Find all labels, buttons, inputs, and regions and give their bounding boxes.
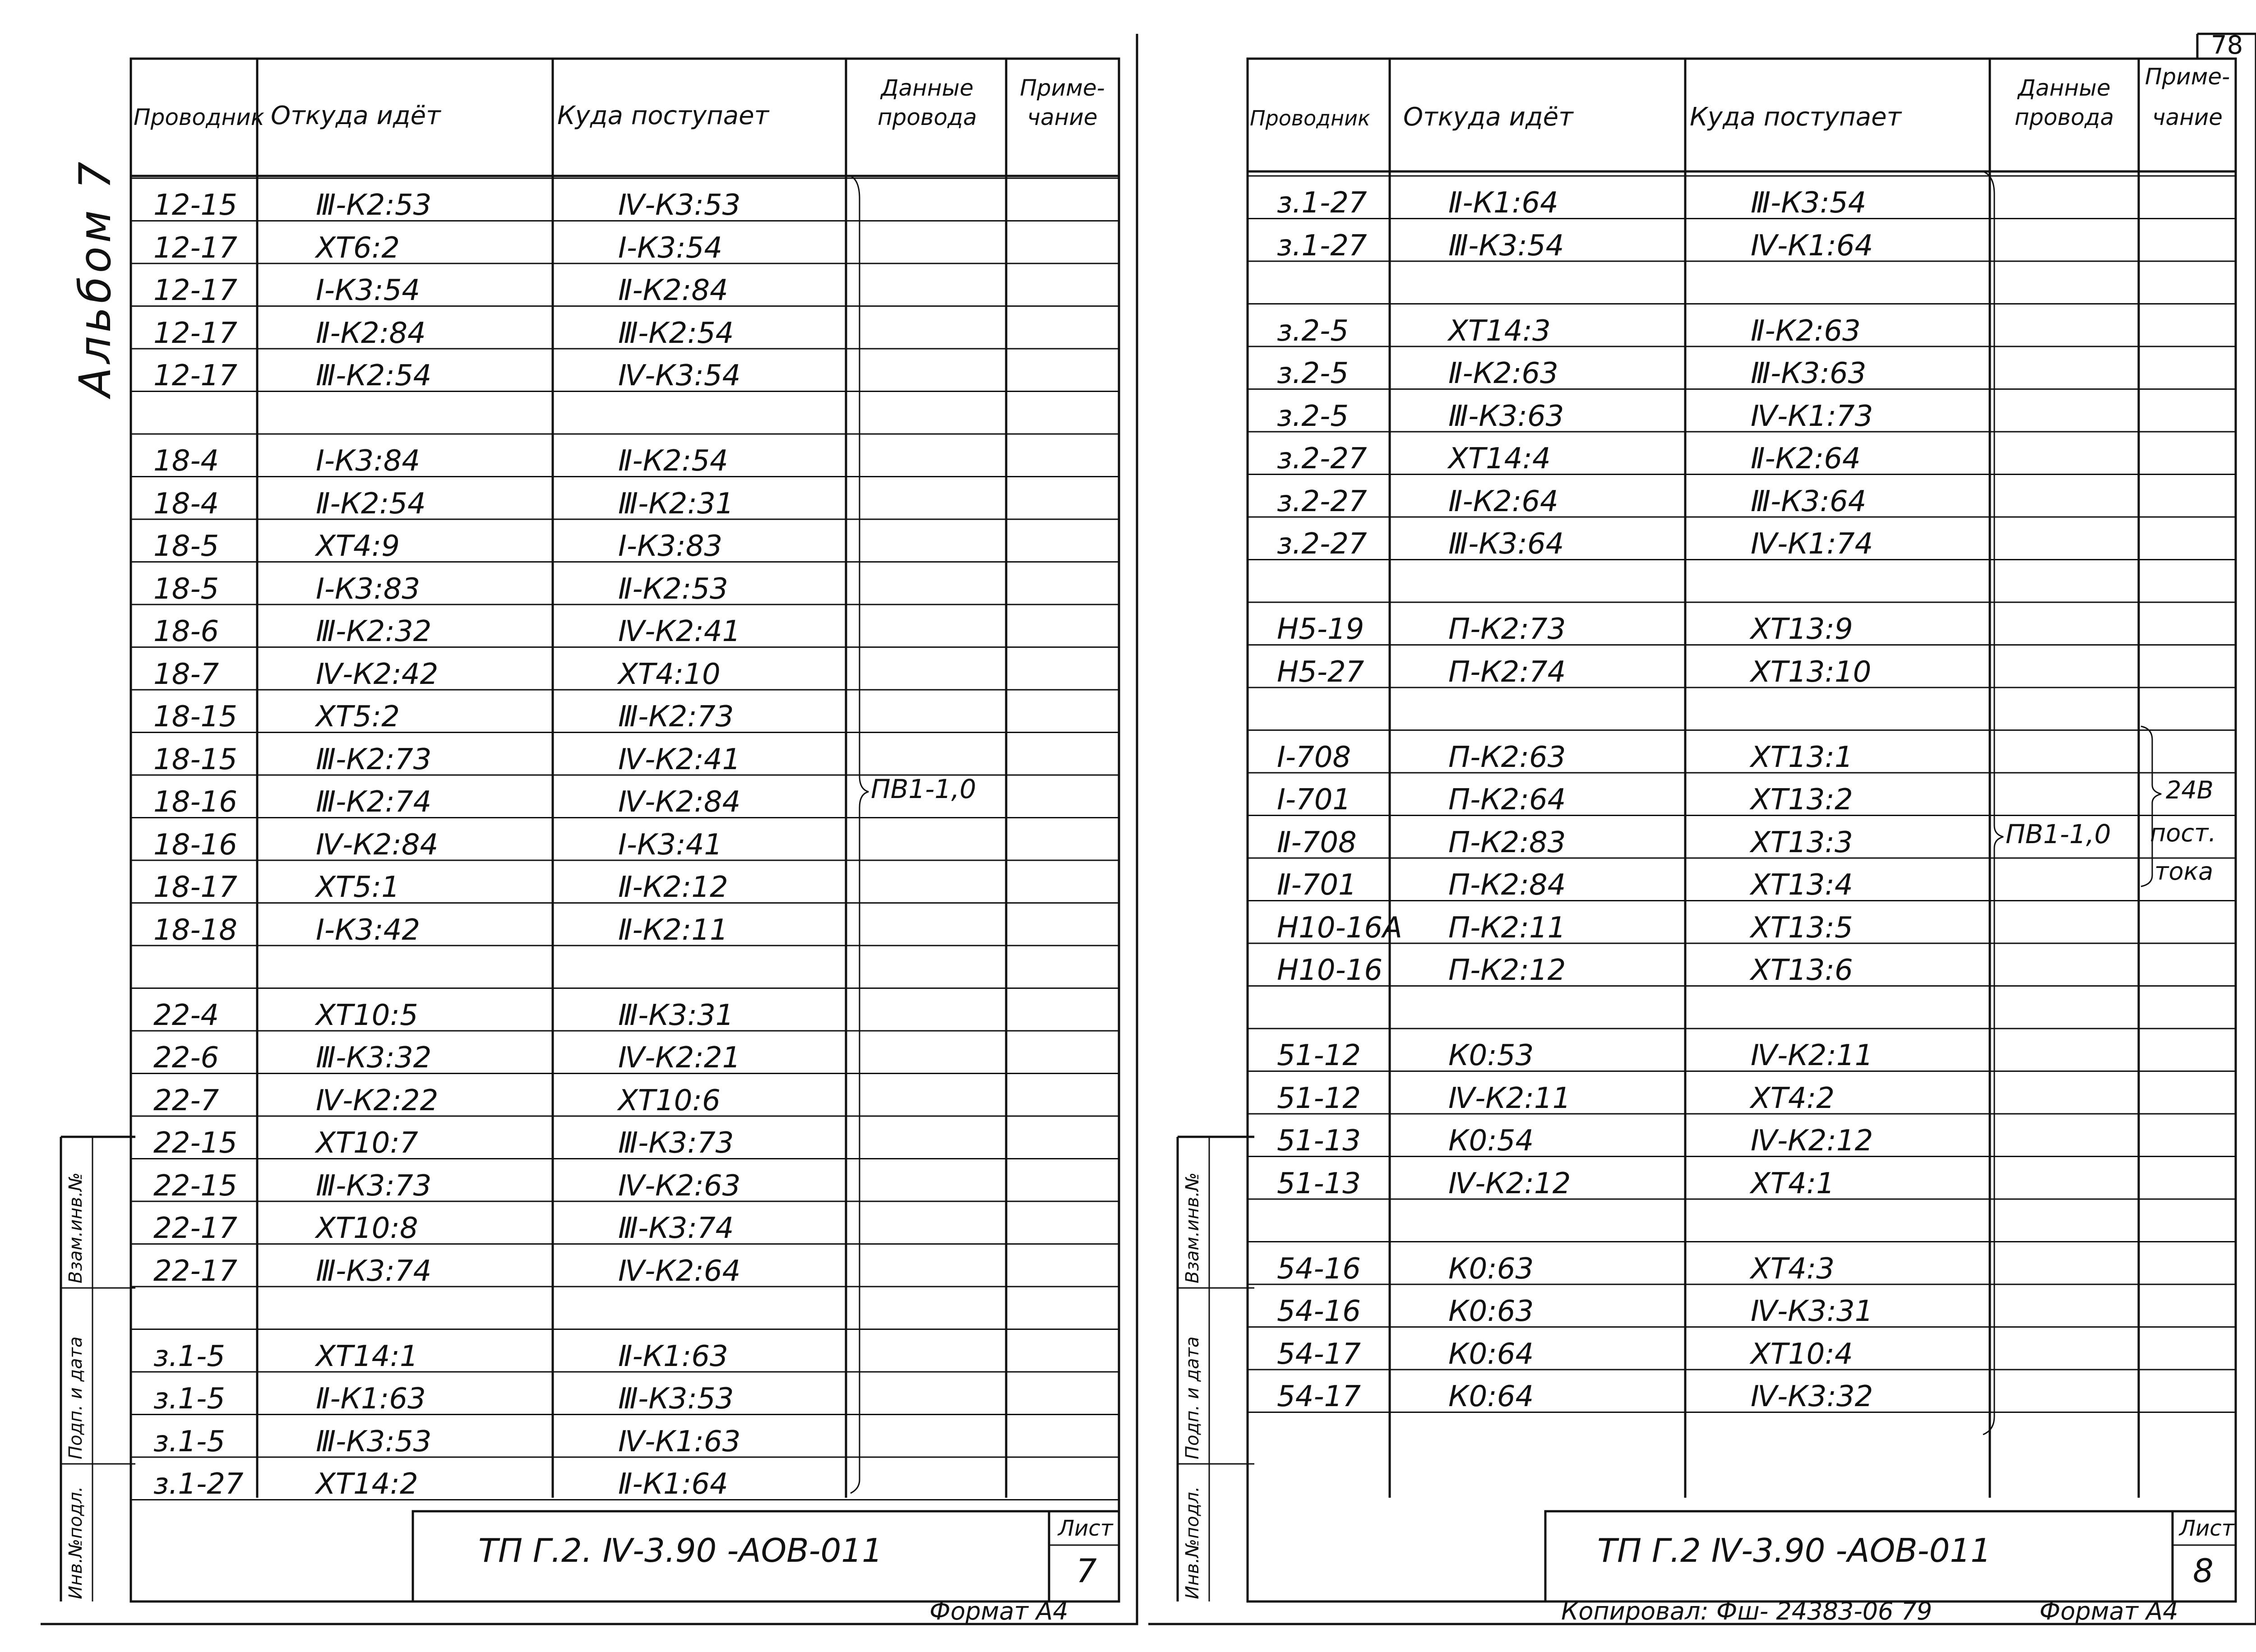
right-row-from: Ⅱ-К1:64 <box>1448 186 1558 220</box>
right-row-conductor: з.2-5 <box>1277 314 1349 348</box>
right-row-from: ХТ14:4 <box>1448 442 1551 475</box>
right-row-to: Ⅳ-К1:74 <box>1751 527 1873 561</box>
right-row-conductor: 54-16 <box>1277 1295 1361 1328</box>
left-row-to: Ⅳ-К2:41 <box>618 743 741 776</box>
right-row-from: К0:64 <box>1448 1380 1534 1413</box>
left-row-to: Ⅰ-К3:54 <box>618 231 723 265</box>
right-side-inv-label: Инв.№подл. <box>1182 1486 1203 1599</box>
right-row-to: ХТ13:5 <box>1751 911 1853 945</box>
right-row-from: К0:63 <box>1448 1295 1534 1328</box>
left-side-replace-label: Взам.инв.№ <box>65 1172 86 1283</box>
left-row-conductor: 18-7 <box>153 657 219 691</box>
left-row-from: ХТ14:2 <box>316 1467 418 1501</box>
right-row-to: Ⅲ-К3:64 <box>1751 485 1867 518</box>
right-row-from: К0:54 <box>1448 1124 1534 1158</box>
right-row-to: ХТ13:9 <box>1751 613 1853 646</box>
left-sheet-number: 7 <box>1076 1552 1097 1590</box>
right-row-from: П-К2:11 <box>1448 911 1566 945</box>
left-row-conductor: 22-15 <box>153 1169 237 1203</box>
right-row-from: П-К2:64 <box>1448 783 1566 817</box>
right-row-to: Ⅳ-К3:31 <box>1751 1295 1873 1328</box>
left-row-to: Ⅱ-К2:54 <box>618 444 728 478</box>
left-row-from: ХТ10:5 <box>316 998 418 1032</box>
right-row-from: Ⅲ-К3:63 <box>1448 399 1564 433</box>
left-row-to: Ⅲ-К2:31 <box>618 487 734 521</box>
left-row-from: ХТ5:1 <box>316 871 400 904</box>
left-row-conductor: 18-6 <box>153 615 219 648</box>
right-row-conductor: 51-13 <box>1277 1124 1361 1158</box>
left-row-from: ХТ10:8 <box>316 1212 418 1245</box>
right-row-conductor: 54-17 <box>1277 1337 1361 1371</box>
right-row-conductor: Н5-27 <box>1277 655 1364 689</box>
right-row-from: К0:63 <box>1448 1252 1534 1286</box>
right-row-conductor: з.2-27 <box>1277 485 1367 518</box>
right-header-from: Откуда идёт <box>1403 102 1573 132</box>
left-row-to: ХТ10:6 <box>618 1084 721 1117</box>
right-row-to: Ⅲ-К3:63 <box>1751 357 1867 390</box>
left-row-from: Ⅳ-К2:42 <box>316 657 439 691</box>
right-row-to: ХТ4:3 <box>1751 1252 1835 1286</box>
left-row-from: Ⅳ-К2:22 <box>316 1084 439 1117</box>
left-side-sign-label: Подп. и дата <box>65 1336 86 1459</box>
right-side-sign-label: Подп. и дата <box>1182 1336 1203 1459</box>
right-row-from: Ⅲ-К3:54 <box>1448 229 1564 263</box>
right-row-conductor: 54-16 <box>1277 1252 1361 1286</box>
left-row-to: Ⅱ-К2:84 <box>618 274 728 307</box>
right-row-to: Ⅳ-К2:11 <box>1751 1039 1873 1072</box>
right-sheet-number: 8 <box>2193 1552 2214 1590</box>
left-row-to: Ⅳ-К2:41 <box>618 615 741 648</box>
right-row-from: П-К2:73 <box>1448 613 1566 646</box>
right-note-line-1: 24В <box>2166 776 2214 804</box>
right-row-from: П-К2:83 <box>1448 826 1566 859</box>
left-format: Формат А4 <box>929 1597 1068 1625</box>
right-format: Формат А4 <box>2039 1597 2178 1625</box>
left-row-from: Ⅲ-К3:32 <box>316 1041 432 1075</box>
left-row-conductor: 22-17 <box>153 1254 237 1288</box>
left-header-wire-1: Данные <box>881 75 974 101</box>
left-row-to: Ⅲ-К3:74 <box>618 1212 734 1245</box>
left-row-conductor: 12-17 <box>153 231 237 265</box>
right-note-line-2: пост. <box>2150 819 2216 847</box>
left-row-conductor: 18-4 <box>153 487 219 521</box>
left-row-conductor: 12-17 <box>153 316 237 350</box>
left-row-to: Ⅱ-К2:12 <box>618 871 728 904</box>
left-row-from: ХТ14:1 <box>316 1339 418 1373</box>
left-row-to: Ⅱ-К2:11 <box>618 913 728 947</box>
page-number: 78 <box>2211 31 2243 60</box>
right-header-wire-1: Данные <box>2018 75 2111 101</box>
right-row-to: ХТ4:1 <box>1751 1167 1835 1200</box>
right-row-to: ХТ10:4 <box>1751 1337 1853 1371</box>
right-row-conductor: Ⅰ-701 <box>1277 783 1351 817</box>
left-row-from: Ⅰ-К3:42 <box>316 913 421 947</box>
left-row-to: Ⅰ-К3:83 <box>618 530 723 563</box>
right-sheet-label: Лист <box>2179 1516 2234 1541</box>
right-row-conductor: Н10-16 <box>1277 954 1383 987</box>
right-row-from: Ⅱ-К2:64 <box>1448 485 1558 518</box>
left-row-to: Ⅳ-К2:21 <box>618 1041 741 1075</box>
right-row-from: П-К2:63 <box>1448 740 1566 774</box>
right-row-conductor: з.2-27 <box>1277 527 1367 561</box>
right-copied-by: Копировал: Фш- 24383-06 79 <box>1561 1597 1932 1625</box>
left-row-conductor: з.1-5 <box>153 1425 225 1458</box>
left-row-conductor: 18-15 <box>153 743 237 776</box>
right-row-from: Ⅲ-К3:64 <box>1448 527 1564 561</box>
right-row-to: ХТ13:10 <box>1751 655 1872 689</box>
left-row-from: Ⅲ-К3:53 <box>316 1425 432 1458</box>
left-row-to: Ⅲ-К2:54 <box>618 316 734 350</box>
left-row-from: ХТ4:9 <box>316 530 400 563</box>
right-row-conductor: 51-12 <box>1277 1081 1361 1115</box>
left-row-from: ХТ10:7 <box>316 1126 418 1160</box>
left-row-to: Ⅰ-К3:41 <box>618 828 723 862</box>
album-label: Альбом 7 <box>70 158 120 397</box>
right-row-conductor: Ⅰ-708 <box>1277 740 1351 774</box>
right-row-to: ХТ13:6 <box>1751 954 1853 987</box>
right-stamp-code: ТП Г.2 Ⅳ-3.90 -АОВ-011 <box>1597 1532 1992 1569</box>
left-wire-data: ПВ1-1,0 <box>871 774 976 804</box>
right-row-from: П-К2:12 <box>1448 954 1566 987</box>
right-row-from: К0:53 <box>1448 1039 1534 1072</box>
left-row-conductor: з.1-5 <box>153 1382 225 1416</box>
left-row-conductor: 18-18 <box>153 913 237 947</box>
right-row-from: Ⅳ-К2:12 <box>1448 1167 1571 1200</box>
left-row-to: Ⅳ-К2:63 <box>618 1169 741 1203</box>
right-row-conductor: з.2-27 <box>1277 442 1367 475</box>
left-row-from: Ⅲ-К3:73 <box>316 1169 432 1203</box>
right-row-to: Ⅳ-К1:73 <box>1751 399 1873 433</box>
left-row-to: Ⅳ-К1:63 <box>618 1425 741 1458</box>
right-header-note-2: чание <box>2152 104 2223 130</box>
right-row-from: ХТ14:3 <box>1448 314 1551 348</box>
left-row-from: Ⅳ-К2:84 <box>316 828 439 862</box>
left-header-note-1: Приме- <box>1020 75 1105 101</box>
left-row-conductor: 22-17 <box>153 1212 237 1245</box>
left-row-conductor: 22-7 <box>153 1084 219 1117</box>
left-row-conductor: 18-15 <box>153 700 237 734</box>
right-row-to: ХТ13:1 <box>1751 740 1853 774</box>
left-row-to: ХТ4:10 <box>618 657 721 691</box>
left-row-from: Ⅲ-К3:74 <box>316 1254 432 1288</box>
left-header-wire-2: провода <box>877 104 977 130</box>
left-row-conductor: 22-15 <box>153 1126 237 1160</box>
right-row-to: Ⅱ-К2:63 <box>1751 314 1861 348</box>
left-row-conductor: 12-17 <box>153 274 237 307</box>
left-row-conductor: 18-4 <box>153 444 219 478</box>
left-row-from: Ⅲ-К2:54 <box>316 359 432 392</box>
left-row-from: Ⅲ-К2:32 <box>316 615 432 648</box>
right-row-conductor: з.2-5 <box>1277 357 1349 390</box>
left-row-from: Ⅲ-К2:53 <box>316 189 432 222</box>
right-row-to: Ⅲ-К3:54 <box>1751 186 1867 220</box>
right-row-to: ХТ4:2 <box>1751 1081 1835 1115</box>
left-row-to: Ⅲ-К2:73 <box>618 700 734 734</box>
right-row-from: Ⅳ-К2:11 <box>1448 1081 1571 1115</box>
left-row-from: Ⅱ-К2:54 <box>316 487 426 521</box>
left-row-conductor: з.1-27 <box>153 1467 244 1501</box>
left-row-conductor: 18-16 <box>153 828 237 862</box>
right-row-conductor: з.1-27 <box>1277 186 1367 220</box>
right-row-from: П-К2:74 <box>1448 655 1566 689</box>
left-row-conductor: з.1-5 <box>153 1339 225 1373</box>
left-row-from: Ⅲ-К2:73 <box>316 743 432 776</box>
left-row-to: Ⅱ-К1:63 <box>618 1339 728 1373</box>
left-row-to: Ⅱ-К2:53 <box>618 572 728 606</box>
right-row-to: ХТ13:3 <box>1751 826 1853 859</box>
left-row-to: Ⅳ-К2:84 <box>618 785 741 819</box>
left-row-conductor: 18-17 <box>153 871 237 904</box>
right-row-conductor: Ⅱ-701 <box>1277 868 1357 902</box>
left-row-to: Ⅳ-К2:64 <box>618 1254 741 1288</box>
right-row-conductor: Н10-16А <box>1277 911 1402 945</box>
left-row-from: Ⅱ-К1:63 <box>316 1382 426 1416</box>
right-row-from: К0:64 <box>1448 1337 1534 1371</box>
right-header-wire-2: провода <box>2014 104 2114 130</box>
right-row-conductor: Н5-19 <box>1277 613 1364 646</box>
right-row-to: ХТ13:2 <box>1751 783 1853 817</box>
right-row-to: Ⅳ-К2:12 <box>1751 1124 1873 1158</box>
right-side-replace-label: Взам.инв.№ <box>1182 1172 1203 1283</box>
left-row-from: Ⅲ-К2:74 <box>316 785 432 819</box>
left-row-to: Ⅳ-К3:53 <box>618 189 741 222</box>
left-row-from: Ⅰ-К3:83 <box>316 572 421 606</box>
right-row-conductor: з.1-27 <box>1277 229 1367 263</box>
left-header-conductor: Проводник <box>134 104 264 130</box>
left-row-conductor: 12-17 <box>153 359 237 392</box>
right-header-conductor: Проводник <box>1250 106 1370 130</box>
left-stamp-code: ТП Г.2. Ⅳ-3.90 -АОВ-011 <box>478 1532 883 1569</box>
left-row-to: Ⅲ-К3:73 <box>618 1126 734 1160</box>
right-row-to: ХТ13:4 <box>1751 868 1853 902</box>
left-row-conductor: 22-6 <box>153 1041 219 1075</box>
left-row-conductor: 12-15 <box>153 189 237 222</box>
left-row-from: Ⅰ-К3:84 <box>316 444 421 478</box>
left-row-from: Ⅱ-К2:84 <box>316 316 426 350</box>
right-row-conductor: 54-17 <box>1277 1380 1361 1413</box>
right-row-conductor: 51-12 <box>1277 1039 1361 1072</box>
right-row-from: Ⅱ-К2:63 <box>1448 357 1558 390</box>
left-row-conductor: 18-5 <box>153 572 219 606</box>
left-sheet-label: Лист <box>1058 1516 1113 1541</box>
left-row-to: Ⅲ-К3:53 <box>618 1382 734 1416</box>
right-row-conductor: Ⅱ-708 <box>1277 826 1357 859</box>
left-row-from: ХТ6:2 <box>316 231 400 265</box>
right-header-to: Куда поступает <box>1690 102 1902 132</box>
right-wire-data: ПВ1-1,0 <box>2006 819 2111 849</box>
right-row-from: П-К2:84 <box>1448 868 1566 902</box>
left-row-conductor: 22-4 <box>153 998 219 1032</box>
right-note-line-3: тока <box>2154 857 2214 886</box>
left-row-conductor: 18-5 <box>153 530 219 563</box>
left-row-to: Ⅱ-К1:64 <box>618 1467 728 1501</box>
right-row-conductor: з.2-5 <box>1277 399 1349 433</box>
left-row-from: ХТ5:2 <box>316 700 400 734</box>
left-row-to: Ⅲ-К3:31 <box>618 998 734 1032</box>
right-row-conductor: 51-13 <box>1277 1167 1361 1200</box>
left-header-to: Куда поступает <box>557 101 769 130</box>
right-header-note-1: Приме- <box>2145 64 2230 90</box>
right-row-to: Ⅳ-К1:64 <box>1751 229 1873 263</box>
left-row-from: Ⅰ-К3:54 <box>316 274 421 307</box>
left-row-conductor: 18-16 <box>153 785 237 819</box>
left-header-from: Откуда идёт <box>271 101 441 130</box>
left-side-inv-label: Инв.№подл. <box>65 1486 86 1599</box>
right-row-to: Ⅳ-К3:32 <box>1751 1380 1873 1413</box>
left-row-to: Ⅳ-К3:54 <box>618 359 741 392</box>
right-row-to: Ⅱ-К2:64 <box>1751 442 1861 475</box>
left-header-note-2: чание <box>1027 104 1098 130</box>
